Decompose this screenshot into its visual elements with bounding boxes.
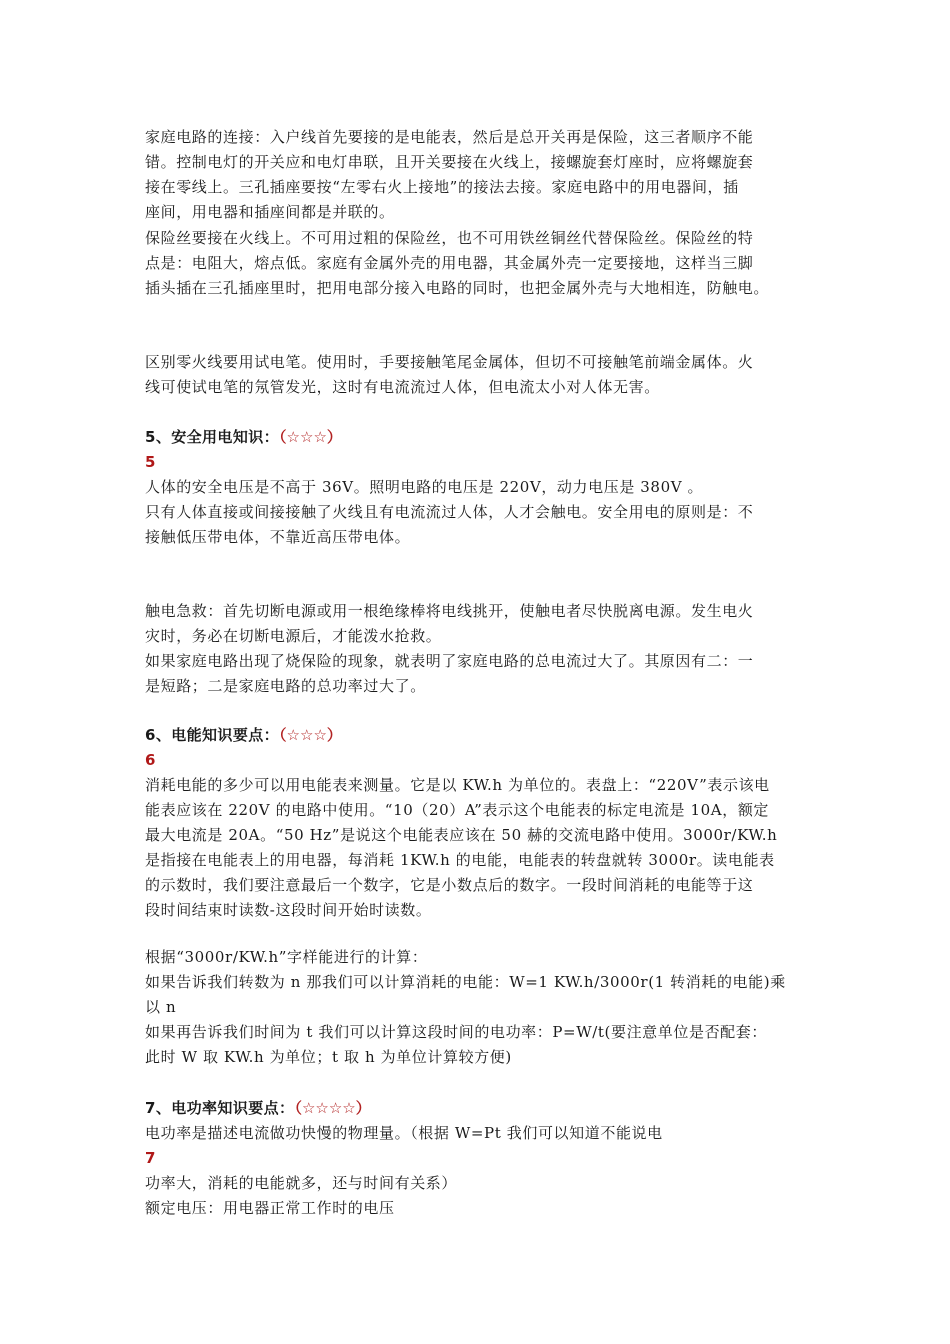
section-7-title: 7、电功率知识要点： bbox=[145, 1099, 295, 1117]
text-line: 点是：电阻大，熔点低。家庭有金属外壳的用电器，其金属外壳一定要接地，这样当三脚 bbox=[145, 254, 754, 272]
text-line: 保险丝要接在火线上。不可用过粗的保险丝，也不可用铁丝铜丝代替保险丝。保险丝的特 bbox=[145, 229, 754, 247]
text-line: 区别零火线要用试电笔。使用时，手要接触笔尾金属体，但切不可接触笔前端金属体。火 bbox=[145, 353, 754, 371]
section-6-stars: （☆☆☆） bbox=[279, 726, 342, 744]
text-line: 线可使试电笔的氖管发光，这时有电流流过人体，但电流太小对人体无害。 bbox=[145, 378, 660, 396]
section-7-number: 7 bbox=[145, 1149, 157, 1167]
text-line: 接触低压带电体，不靠近高压带电体。 bbox=[145, 528, 411, 546]
text-line: 人体的安全电压是不高于 36V。照明电路的电压是 220V，动力电压是 380V 。 bbox=[145, 478, 704, 496]
text-line: 如果家庭电路出现了烧保险的现象，就表明了家庭电路的总电流过大了。其原因有二：一 bbox=[145, 652, 754, 670]
text-line: 电功率是描述电流做功快慢的物理量。（根据 W=Pt 我们可以知道不能说电 bbox=[145, 1124, 663, 1142]
text-line: 功率大，消耗的电能就多，还与时间有关系） bbox=[145, 1174, 458, 1192]
text-line: 额定电压：用电器正常工作时的电压 bbox=[145, 1199, 395, 1217]
text-line: 插头插在三孔插座里时，把用电部分接入电路的同时，也把金属外壳与大地相连，防触电。 bbox=[145, 279, 770, 297]
section-5-stars: （☆☆☆） bbox=[279, 428, 342, 446]
text-line: 只有人体直接或间接接触了火线且有电流流过人体，人才会触电。安全用电的原则是：不 bbox=[145, 503, 754, 521]
text-line: 段时间结束时读数-这段时间开始时读数。 bbox=[145, 901, 432, 919]
text-line: 最大电流是 20A。“50 Hz”是说这个电能表应该在 50 赫的交流电路中使用。3000r/KW.h bbox=[145, 826, 778, 844]
section-6-heading bbox=[145, 725, 342, 745]
text-line: 家庭电路的连接：入户线首先要接的是电能表，然后是总开关再是保险，这三者顺序不能 bbox=[145, 128, 754, 146]
text-line: 是指接在电能表上的用电器，每消耗 1KW.h 的电能，电能表的转盘就转 3000r。读电能表 bbox=[145, 851, 775, 869]
text-line: 此时 W 取 KW.h 为单位；t 取 h 为单位计算较方便) bbox=[145, 1048, 512, 1066]
text-line: 接在零线上。三孔插座要按“左零右火上接地”的接法去接。家庭电路中的用电器间，插 bbox=[145, 178, 739, 196]
section-5-number: 5 bbox=[145, 453, 157, 471]
text-line: 如果告诉我们转数为 n 那我们可以计算消耗的电能：W=1 KW.h/3000r(1 转消耗的电能)乘 bbox=[145, 973, 786, 991]
text-line: 能表应该在 220V 的电路中使用。“10（20）A”表示这个电能表的标定电流是 10A，额定 bbox=[145, 801, 770, 819]
section-7-stars: （☆☆☆☆） bbox=[294, 1099, 371, 1117]
text-line: 以 n bbox=[145, 998, 177, 1016]
section-7-heading bbox=[145, 1098, 371, 1118]
text-line: 根据“3000r/KW.h”字样能进行的计算： bbox=[145, 948, 428, 966]
section-5-heading bbox=[145, 427, 342, 447]
section-6-title: 6、电能知识要点： bbox=[145, 726, 280, 744]
section-5-title: 5、安全用电知识： bbox=[145, 428, 280, 446]
text-line: 的示数时，我们要注意最后一个数字，它是小数点后的数字。一段时间消耗的电能等于这 bbox=[145, 876, 754, 894]
text-line: 是短路；二是家庭电路的总功率过大了。 bbox=[145, 677, 426, 695]
text-line: 如果再告诉我们时间为 t 我们可以计算这段时间的电功率：P=W/t(要注意单位是否配套： bbox=[145, 1023, 767, 1041]
text-line: 触电急救：首先切断电源或用一根绝缘棒将电线挑开，使触电者尽快脱离电源。发生电火 bbox=[145, 602, 754, 620]
text-line: 错。控制电灯的开关应和电灯串联，且开关要接在火线上，接螺旋套灯座时，应将螺旋套 bbox=[145, 153, 754, 171]
text-line: 座间，用电器和插座间都是并联的。 bbox=[145, 203, 395, 221]
text-line: 灾时，务必在切断电源后，才能泼水抢救。 bbox=[145, 627, 442, 645]
section-6-number: 6 bbox=[145, 751, 157, 769]
text-line: 消耗电能的多少可以用电能表来测量。它是以 KW.h 为单位的。表盘上：“220V”表示该电 bbox=[145, 776, 770, 794]
